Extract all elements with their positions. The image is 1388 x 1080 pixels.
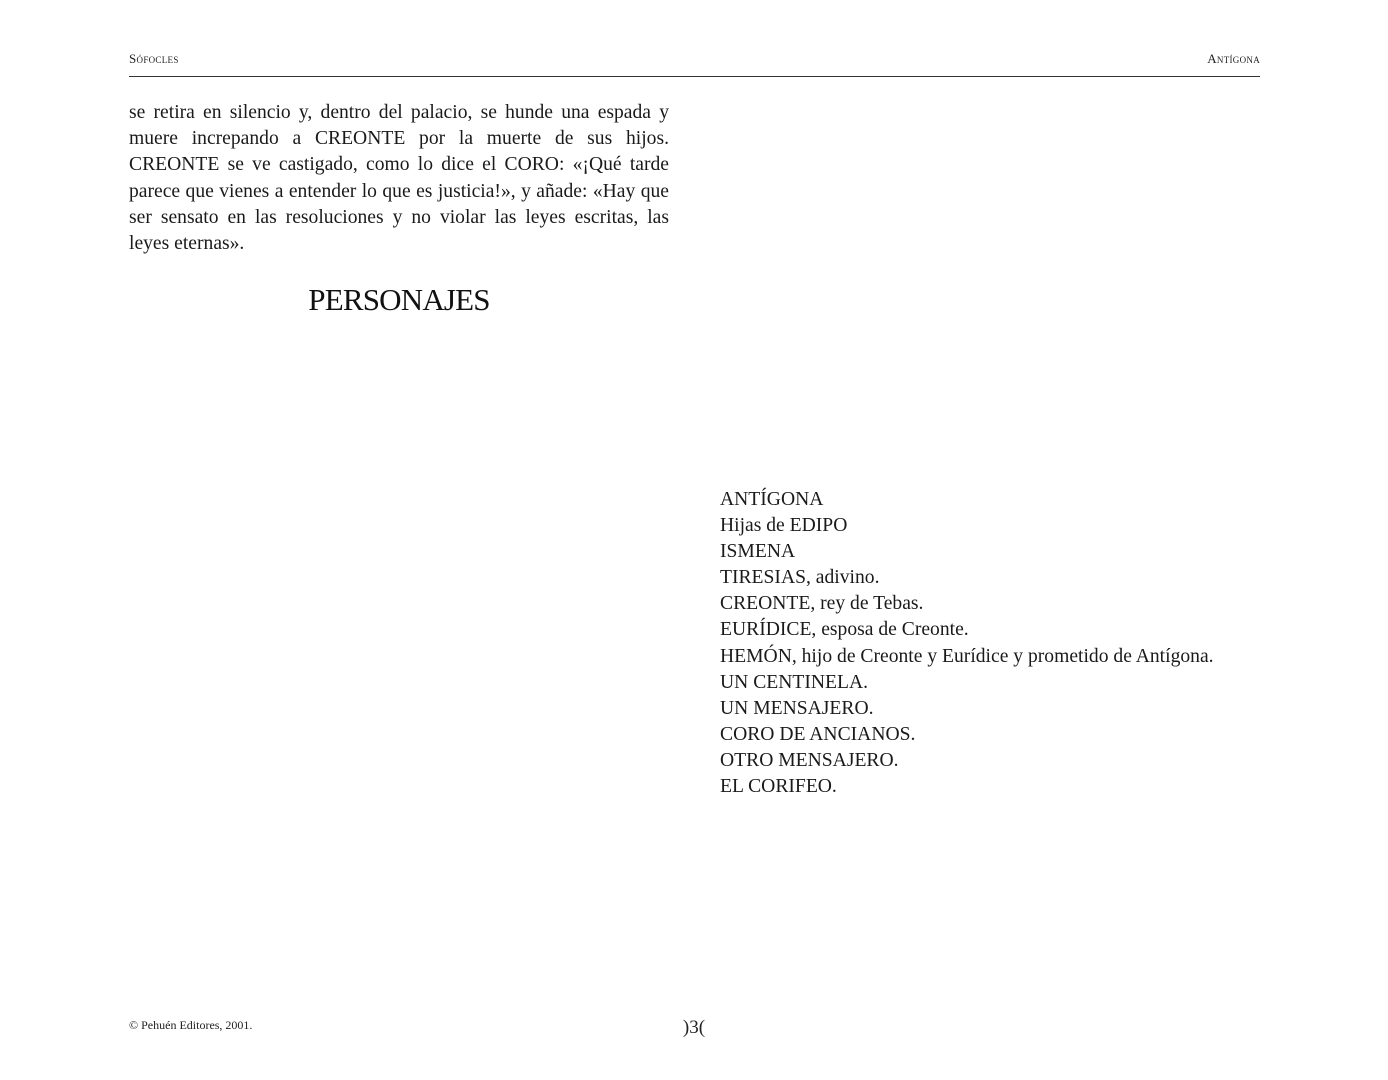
character-item: TIRESIAS, adivino. xyxy=(720,567,880,589)
character-item: EURÍDICE, esposa de Creonte. xyxy=(720,619,969,641)
page-number: )3( xyxy=(682,1017,706,1038)
character-item: HEMÓN, hijo de Creonte y Eurídice y prometido de Antígona. xyxy=(720,645,1214,667)
character-item: UN CENTINELA. xyxy=(720,671,869,693)
character-item: CREONTE, rey de Tebas. xyxy=(720,593,924,615)
running-header-author: Sófocles xyxy=(129,51,179,66)
character-item: ANTÍGONA xyxy=(720,489,824,510)
running-header-title: Antígona xyxy=(1207,51,1260,66)
character-item: Hijas de EDIPO xyxy=(720,515,848,537)
copyright-notice: © Pehuén Editores, 2001. xyxy=(129,1018,253,1032)
character-list xyxy=(720,487,1214,800)
character-item: UN MENSAJERO. xyxy=(720,697,874,719)
character-item: EL CORIFEO. xyxy=(720,776,837,798)
header-divider xyxy=(129,76,1260,77)
character-item: CORO DE ANCIANOS. xyxy=(720,723,916,745)
section-title: PERSONAJES xyxy=(308,282,490,317)
intro-paragraph: se retira en silencio y, dentro del palacio, se hunde una espada y muere increpando a CREONTE por la muerte de sus hijos. CREONTE se ve castigado, como lo dice el CORO: «¡Qué tarde parece que vienes a entender lo que es justicia!», y añade: «Hay que ser sensato en las resoluciones y no violar las leyes escritas, las leyes eternas». xyxy=(129,102,669,255)
character-item: OTRO MENSAJERO. xyxy=(720,749,899,771)
character-item: ISMENA xyxy=(720,541,796,563)
